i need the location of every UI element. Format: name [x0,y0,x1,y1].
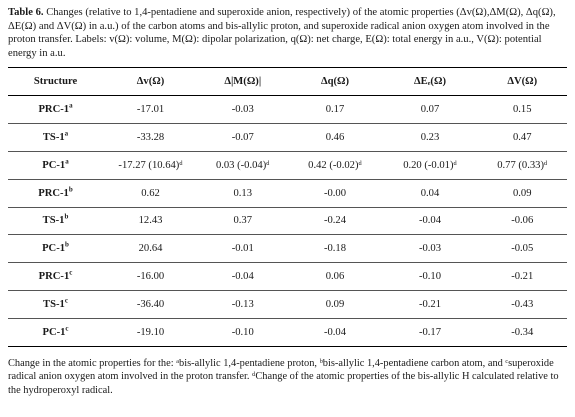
table-row [8,318,567,346]
cell-de: 0.20 (-0.01)ᵈ [382,151,477,179]
caption-text: Changes (relative to 1,4-pentadiene and superoxide anion, respectively) of the atomic properties (Δv(Ω),ΔM(Ω), Δq(Ω), ΔE(Ω) and ΔV(Ω) in a.u.) of the carbon atoms and bis-allylic proton, and superoxide radical anion oxygen atom involved in the proton transfer. Labels: v(Ω): volume, M(Ω): dipolar polarization, q(Ω): net charge, E(Ω): total energy in a.u., V(Ω): potential energy in a.u. [8,7,556,59]
cell-structure: PRC-1$^c$ [8,263,103,291]
cell-dv: 20.64 [103,235,198,263]
cell-dm: -0.13 [198,290,287,318]
header-dv: Δv(Ω) [103,68,198,96]
cell-dq: 0.46 [287,124,382,152]
cell-dm: -0.04 [198,263,287,291]
cell-dq: -0.00 [287,179,382,207]
cell-de: 0.07 [382,96,477,124]
table-body [8,96,567,346]
cell-dV: -0.06 [478,207,568,235]
header-row [8,68,567,96]
cell-structure: PRC-1$^b$ [8,179,103,207]
table-row [8,124,567,152]
table-row [8,290,567,318]
header-dq: Δq(Ω) [287,68,382,96]
cell-dq: -0.18 [287,235,382,263]
cell-dV: -0.43 [478,290,568,318]
cell-structure: PC-1$^c$ [8,318,103,346]
cell-dV: -0.34 [478,318,568,346]
cell-dv: -17.01 [103,96,198,124]
table-row [8,235,567,263]
cell-structure: TS-1$^c$ [8,290,103,318]
header-dm: Δ|M(Ω)| [198,68,287,96]
cell-de: -0.17 [382,318,477,346]
cell-dm: 0.13 [198,179,287,207]
cell-structure: TS-1$^b$ [8,207,103,235]
cell-structure: PC-1$^a$ [8,151,103,179]
cell-dv: -17.27 (10.64)ᵈ [103,151,198,179]
cell-structure: PRC-1$^a$ [8,96,103,124]
cell-dV: 0.47 [478,124,568,152]
cell-dv: 0.62 [103,179,198,207]
cell-dq: 0.42 (-0.02)ᵈ [287,151,382,179]
table-row [8,207,567,235]
cell-dq: -0.24 [287,207,382,235]
cell-dq: 0.09 [287,290,382,318]
cell-dm: -0.01 [198,235,287,263]
cell-de: 0.23 [382,124,477,152]
table-footnote: Change in the atomic properties for the: ᵃbis-allylic 1,4-pentadiene proton, ᵇbis-allylic 1,4-pentadiene carbon atom, and ᶜsuperoxide radical anion oxygen atom involved in the proton transfer. ᵈChange of the atomic properties of the bis-allylic H calculated relative to the hydroperoxyl radical. [8,357,559,396]
cell-dv: 12.43 [103,207,198,235]
table-caption [8,6,567,60]
cell-dV: 0.77 (0.33)ᵈ [478,151,568,179]
cell-dv: -16.00 [103,263,198,291]
cell-dm: -0.10 [198,318,287,346]
cell-de: 0.04 [382,179,477,207]
table-row [8,96,567,124]
table-row [8,179,567,207]
header-structure: Structure [8,68,103,96]
cell-de: -0.10 [382,263,477,291]
cell-dv: -19.10 [103,318,198,346]
cell-de: -0.21 [382,290,477,318]
cell-dv: -36.40 [103,290,198,318]
table-row [8,151,567,179]
cell-dV: -0.21 [478,263,568,291]
cell-dq: 0.17 [287,96,382,124]
cell-dq: 0.06 [287,263,382,291]
header-dV: ΔV(Ω) [478,68,568,96]
cell-dV: -0.05 [478,235,568,263]
cell-dV: 0.09 [478,179,568,207]
cell-structure: TS-1$^a$ [8,124,103,152]
cell-dm: 0.37 [198,207,287,235]
cell-dV: 0.15 [478,96,568,124]
cell-structure: PC-1$^b$ [8,235,103,263]
header-de: ΔEₑ(Ω) [382,68,477,96]
cell-dm: 0.03 (-0.04)ᵈ [198,151,287,179]
cell-dm: -0.03 [198,96,287,124]
table-label: Table 6. [8,7,44,18]
cell-dv: -33.28 [103,124,198,152]
cell-de: -0.03 [382,235,477,263]
cell-dq: -0.04 [287,318,382,346]
cell-dm: -0.07 [198,124,287,152]
cell-de: -0.04 [382,207,477,235]
data-table [8,67,567,346]
table-row [8,263,567,291]
